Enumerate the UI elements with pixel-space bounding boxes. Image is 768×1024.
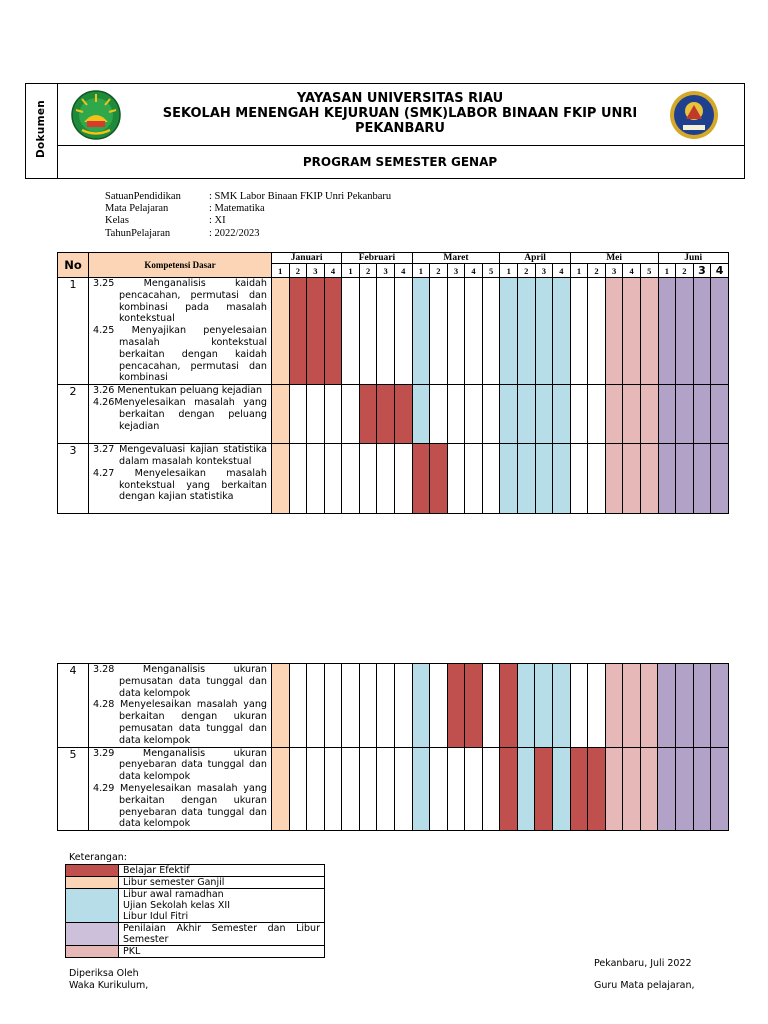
week-cell: [640, 444, 658, 514]
week-cell: [272, 385, 290, 444]
week-cell: [623, 747, 641, 831]
week-cell: [377, 747, 395, 831]
week-header: 3: [377, 264, 395, 278]
legend-label: Libur semester Ganjil: [119, 877, 325, 889]
week-cell: [605, 747, 623, 831]
header-city: PEKANBARU: [355, 121, 445, 136]
table-row: [58, 385, 729, 444]
week-cell: [623, 444, 641, 514]
month-header: Mei: [570, 253, 658, 264]
week-cell: [588, 278, 606, 385]
row-number: 4: [58, 664, 89, 748]
kd-item: 3.27 Mengevaluasi kajian statistika dalam masalah kontekstual: [93, 444, 267, 467]
curriculum-head-label: Waka Kurikulum,: [69, 980, 149, 991]
week-header: 3: [605, 264, 623, 278]
week-cell: [482, 278, 500, 385]
week-cell: [570, 385, 588, 444]
week-cell: [430, 444, 448, 514]
kd-item: 4.25 Menyajikan penyelesaian masalah kontekstual berkaitan dengan kaidah pencacahan, permutasi dan kombinasi: [93, 325, 267, 384]
week-cell: [289, 385, 307, 444]
week-cell: [588, 444, 606, 514]
week-cell: [623, 664, 641, 748]
week-cell: [377, 444, 395, 514]
week-cell: [289, 664, 307, 748]
info-row: [105, 191, 391, 203]
month-header: April: [500, 253, 570, 264]
week-cell: [394, 747, 412, 831]
week-cell: [394, 444, 412, 514]
info-row: [105, 203, 391, 215]
week-cell: [553, 664, 571, 748]
week-cell: [307, 664, 325, 748]
header-divider-vertical: [57, 83, 58, 179]
info-label: Mata Pelajaran: [105, 203, 169, 215]
week-cell: [324, 664, 342, 748]
week-cell: [640, 385, 658, 444]
month-header: Juni: [658, 253, 728, 264]
legend-swatch: [66, 923, 119, 946]
week-cell: [430, 747, 448, 831]
week-cell: [570, 747, 588, 831]
legend-item: [66, 946, 325, 958]
week-cell: [711, 747, 729, 831]
table-row: [58, 444, 729, 514]
teacher-label: Guru Mata pelajaran,: [594, 980, 695, 991]
month-header: Januari: [272, 253, 342, 264]
table-row: [58, 747, 729, 831]
week-cell: [307, 747, 325, 831]
week-cell: [272, 664, 290, 748]
week-cell: [377, 278, 395, 385]
week-cell: [500, 747, 518, 831]
week-cell: [377, 664, 395, 748]
week-cell: [342, 747, 360, 831]
info-value: : XI: [209, 215, 226, 227]
week-header: 3: [307, 264, 325, 278]
week-cell: [535, 278, 553, 385]
week-header: 1: [412, 264, 430, 278]
week-cell: [289, 747, 307, 831]
legend-item: [66, 865, 325, 877]
week-cell: [342, 444, 360, 514]
legend-swatch: [66, 889, 119, 923]
week-cell: [517, 385, 535, 444]
week-cell: [675, 664, 693, 748]
week-cell: [605, 385, 623, 444]
month-header: Maret: [412, 253, 500, 264]
week-cell: [500, 444, 518, 514]
month-header: Februari: [342, 253, 412, 264]
week-cell: [535, 385, 553, 444]
semester-table-part-1: [57, 252, 729, 514]
week-cell: [658, 747, 676, 831]
week-cell: [482, 385, 500, 444]
header-foundation-name: YAYASAN UNIVERSITAS RIAU: [296, 91, 504, 106]
info-value: : SMK Labor Binaan FKIP Unri Pekanbaru: [209, 191, 392, 202]
week-cell: [447, 385, 465, 444]
semester-table-part-2: [57, 663, 729, 831]
week-header: 3: [447, 264, 465, 278]
week-cell: [342, 385, 360, 444]
week-cell: [605, 664, 623, 748]
kompetensi-dasar: [89, 278, 272, 385]
week-header: 4: [553, 264, 571, 278]
week-cell: [711, 385, 729, 444]
week-cell: [535, 444, 553, 514]
week-header: 1: [570, 264, 588, 278]
week-cell: [289, 278, 307, 385]
week-cell: [535, 747, 553, 831]
week-cell: [711, 664, 729, 748]
kompetensi-dasar: [89, 444, 272, 514]
week-cell: [676, 278, 694, 385]
week-cell: [675, 747, 693, 831]
week-cell: [553, 278, 571, 385]
school-logo-right: [669, 89, 719, 141]
week-cell: [394, 385, 412, 444]
week-cell: [342, 664, 360, 748]
week-cell: [465, 278, 483, 385]
week-cell: [272, 278, 290, 385]
week-cell: [394, 278, 412, 385]
week-cell: [693, 664, 711, 748]
week-cell: [588, 664, 606, 748]
week-header: 1: [658, 264, 676, 278]
info-block: [105, 191, 391, 240]
kd-item: 3.25 Menganalisis kaidah pencacahan, permutasi dan kombinasi pada masalah kontekstual: [93, 278, 267, 325]
week-cell: [272, 444, 290, 514]
row-number: 5: [58, 747, 89, 831]
kd-item: 3.28 Menganalisis ukuran pemusatan data tunggal dan data kelompok: [93, 664, 267, 699]
week-cell: [693, 385, 711, 444]
week-cell: [430, 664, 448, 748]
week-cell: [412, 444, 430, 514]
week-cell: [517, 444, 535, 514]
week-cell: [535, 664, 553, 748]
table-row: [58, 664, 729, 748]
week-cell: [465, 444, 483, 514]
week-header: 2: [430, 264, 448, 278]
week-cell: [307, 385, 325, 444]
week-cell: [658, 278, 676, 385]
week-header: 5: [640, 264, 658, 278]
week-cell: [394, 664, 412, 748]
kd-item: 4.27 Menyelesaikan masalah kontekstual yang berkaitan dengan kajian statistika: [93, 467, 267, 503]
week-cell: [482, 664, 500, 748]
week-cell: [553, 385, 571, 444]
week-header: 4: [324, 264, 342, 278]
row-number: 2: [58, 385, 89, 444]
week-header: 2: [588, 264, 606, 278]
legend-label: PKL: [119, 946, 325, 958]
header-school-name: SEKOLAH MENENGAH KEJURUAN (SMK)LABOR BINAAN FKIP UNRI: [162, 106, 638, 121]
week-header: 4: [394, 264, 412, 278]
week-header: 3: [693, 264, 711, 278]
week-cell: [307, 444, 325, 514]
week-cell: [324, 385, 342, 444]
week-cell: [676, 444, 694, 514]
legend-title: Keterangan:: [69, 852, 127, 863]
week-cell: [412, 278, 430, 385]
week-cell: [465, 664, 483, 748]
week-cell: [640, 747, 658, 831]
week-cell: [570, 278, 588, 385]
info-label: TahunPelajaran: [105, 227, 171, 239]
week-header: 1: [500, 264, 518, 278]
week-cell: [324, 444, 342, 514]
week-cell: [307, 278, 325, 385]
table-row: [58, 278, 729, 385]
week-header: 2: [517, 264, 535, 278]
info-value: : 2022/2023: [209, 227, 260, 239]
kd-item: 3.29 Menganalisis ukuran penyebaran data tunggal dan data kelompok: [93, 747, 267, 783]
row-number: 1: [58, 278, 89, 385]
week-cell: [359, 664, 377, 748]
week-cell: [588, 747, 606, 831]
week-cell: [482, 747, 500, 831]
legend-item: [66, 889, 325, 923]
legend-label: Libur awal ramadhan Ujian Sekolah kelas XII Libur Idul Fitri: [119, 889, 325, 923]
week-header: 2: [289, 264, 307, 278]
week-cell: [676, 385, 694, 444]
week-cell: [640, 278, 658, 385]
kompetensi-dasar: [89, 664, 272, 748]
week-cell: [447, 444, 465, 514]
week-cell: [447, 664, 465, 748]
week-cell: [482, 444, 500, 514]
week-cell: [517, 747, 535, 831]
week-cell: [500, 278, 518, 385]
week-cell: [289, 444, 307, 514]
week-cell: [447, 747, 465, 831]
info-value: : Matematika: [209, 203, 265, 215]
week-cell: [412, 747, 430, 831]
place-date: Pekanbaru, Juli 2022: [594, 958, 692, 969]
week-cell: [693, 747, 711, 831]
column-header-kompetensi: Kompetensi Dasar: [89, 253, 272, 278]
legend-item: [66, 877, 325, 889]
week-cell: [430, 278, 448, 385]
legend-label: Penilaian Akhir Semester dan Libur Semester: [119, 923, 325, 946]
week-header: 3: [535, 264, 553, 278]
week-cell: [623, 278, 641, 385]
week-cell: [658, 385, 676, 444]
header-divider-horizontal: [57, 145, 745, 146]
week-cell: [517, 278, 535, 385]
info-label: SatuanPendidikan: [105, 191, 181, 202]
info-row: [105, 228, 391, 240]
week-cell: [623, 385, 641, 444]
week-cell: [605, 444, 623, 514]
week-cell: [465, 385, 483, 444]
week-cell: [412, 664, 430, 748]
week-header: 5: [482, 264, 500, 278]
legend-swatch: [66, 946, 119, 958]
week-cell: [693, 444, 711, 514]
week-cell: [342, 278, 360, 385]
week-cell: [359, 444, 377, 514]
week-cell: [272, 747, 290, 831]
week-cell: [324, 278, 342, 385]
week-cell: [570, 664, 588, 748]
legend-swatch: [66, 865, 119, 877]
week-cell: [658, 664, 676, 748]
legend-label: Belajar Efektif: [119, 865, 325, 877]
week-header: 4: [465, 264, 483, 278]
side-label: Dokumen: [35, 99, 47, 159]
row-number: 3: [58, 444, 89, 514]
week-cell: [570, 444, 588, 514]
week-cell: [412, 385, 430, 444]
week-cell: [517, 664, 535, 748]
week-cell: [447, 278, 465, 385]
legend-swatch: [66, 877, 119, 889]
week-cell: [553, 747, 571, 831]
kompetensi-dasar: [89, 747, 272, 831]
week-cell: [658, 444, 676, 514]
week-cell: [359, 385, 377, 444]
week-cell: [640, 664, 658, 748]
week-cell: [605, 278, 623, 385]
week-header: 4: [623, 264, 641, 278]
week-cell: [359, 747, 377, 831]
week-cell: [711, 278, 729, 385]
checked-by-label: Diperiksa Oleh: [69, 968, 139, 979]
week-cell: [430, 385, 448, 444]
kd-item: 4.26Menyelesaikan masalah yang berkaitan dengan peluang kejadian: [93, 396, 267, 432]
week-header: 2: [676, 264, 694, 278]
week-cell: [377, 385, 395, 444]
week-cell: [693, 278, 711, 385]
week-cell: [500, 385, 518, 444]
legend-item: [66, 923, 325, 946]
week-header: 1: [342, 264, 360, 278]
kd-item: 3.26 Menentukan peluang kejadian: [93, 385, 263, 397]
week-cell: [359, 278, 377, 385]
week-cell: [500, 664, 518, 748]
week-header: 1: [272, 264, 290, 278]
week-header: 4: [711, 264, 729, 278]
week-cell: [324, 747, 342, 831]
info-label: Kelas: [105, 215, 129, 227]
week-header: 2: [359, 264, 377, 278]
legend-table: [65, 864, 325, 958]
document-title: PROGRAM SEMESTER GENAP: [302, 155, 498, 169]
week-cell: [711, 444, 729, 514]
week-cell: [553, 444, 571, 514]
week-cell: [465, 747, 483, 831]
week-cell: [588, 385, 606, 444]
kompetensi-dasar: [89, 385, 272, 444]
column-header-no: No: [58, 253, 89, 278]
info-row: [105, 215, 391, 227]
kd-item: 4.29 Menyelesaikan masalah yang berkaitan dengan ukuran penyebaran data tunggal dan data kelompok: [93, 782, 267, 830]
kd-item: 4.28 Menyelesaikan masalah yang berkaitan dengan ukuran pemusatan data tunggal dan data kelompok: [93, 699, 267, 746]
